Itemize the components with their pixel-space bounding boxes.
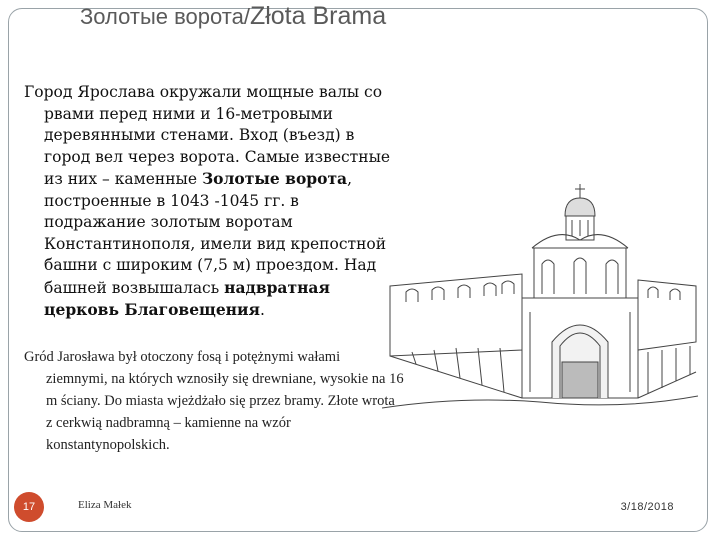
polish-text-block: [24, 346, 404, 456]
footer-author: Eliza Małek: [78, 499, 132, 511]
ru-text-part2: , построенные в 1043 -1045 гг. в подражание золотым воротам Константинополя, имели вид крепостной башни с широким (7,5 м) проездом. Над башней возвышалась: [44, 170, 387, 297]
ru-bold-golden-gate: Золотые ворота: [201, 169, 348, 188]
title-russian: Золотые ворота/: [80, 4, 250, 29]
footer-date: 3/18/2018: [620, 501, 674, 513]
ru-bold-church: надвратная церковь Благовещения: [44, 277, 330, 319]
ru-text-part1: Город Ярослава окружали мощные валы со рвами перед ними и 16-метровыми деревянными стенами. Вход (въезд) в город вел через ворота. Самые известные из них – каменные: [24, 83, 391, 188]
ru-text-part3: .: [259, 301, 265, 319]
slide-number-badge: 17: [14, 492, 44, 522]
title-polish: Złota Brama: [249, 2, 387, 30]
polish-paragraph: Gród Jarosława był otoczony fosą i potężnymi wałami ziemnymi, na których wznosiły się drewniane, wysokie na 16 m ściany. Do miasta wjeżdżało się przez bramy. Złote wrota z cerkwią nadbramną – kamienne na wzór konstantynopolskich.: [24, 349, 404, 453]
slide-title: [80, 2, 640, 31]
golden-gate-illustration: [382, 182, 698, 414]
russian-paragraph: [24, 82, 392, 322]
russian-text-block: [24, 82, 392, 344]
